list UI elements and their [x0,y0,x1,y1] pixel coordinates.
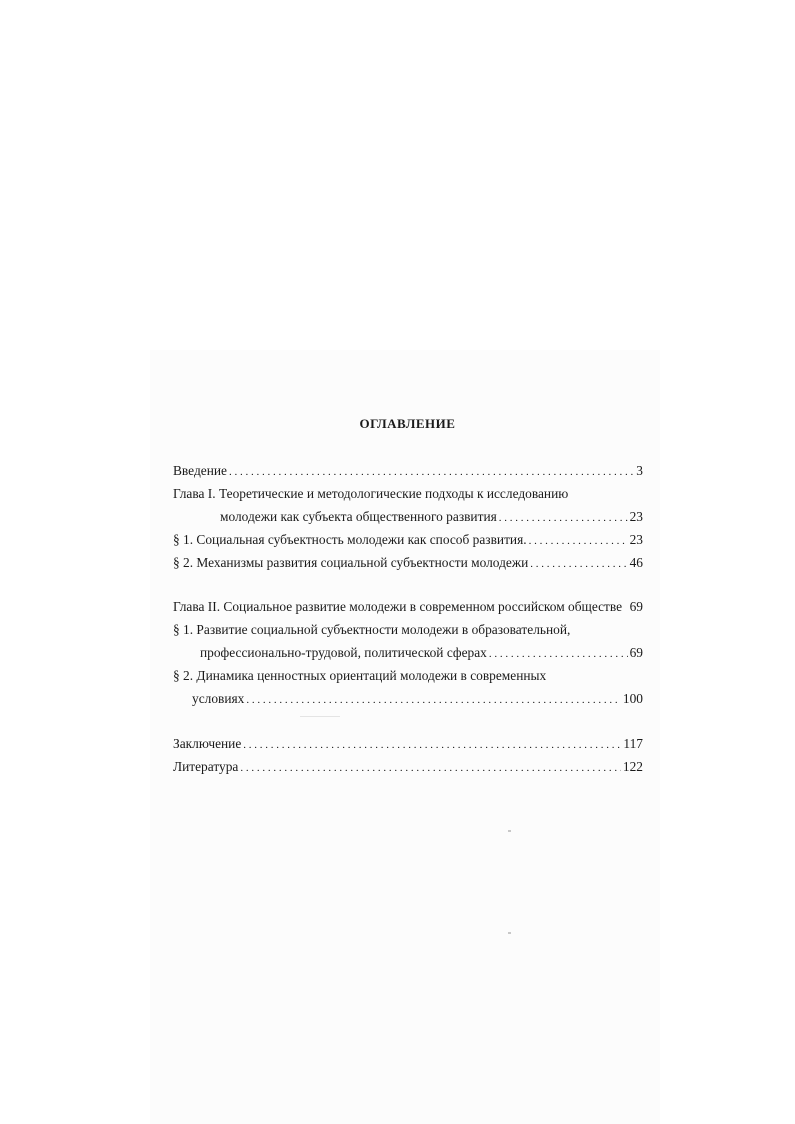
toc-entry-label: Литература [173,759,239,774]
dot-leader [229,464,634,481]
toc-entry-label: условиях [192,691,245,706]
toc-entry-label: § 1. Социальная субъектность молодежи как способ развития. [173,532,527,547]
toc-entry-section-2-2[interactable] [173,667,643,684]
toc-entry-introduction[interactable] [173,462,643,481]
toc-entry-label: § 1. Развитие социальной субъектности молодежи в образовательной, [173,622,571,637]
scan-speck [508,932,511,934]
dot-leader [530,556,627,573]
toc-entry-page: 100 [622,691,643,706]
toc-entry-label: Глава II. Социальное развитие молодежи в современном российском обществе [173,599,623,614]
toc-entry-label: § 2. Механизмы развития социальной субъектности молодежи [173,555,529,570]
toc-entry-page: 3 [636,463,643,478]
toc-entry-label: молодежи как субъекта общественного развития [220,509,497,524]
dot-leader [243,737,621,754]
toc-entry-label: профессионально-трудовой, политической сферах [200,645,487,660]
scan-speck [508,830,511,832]
toc-entry-page: 122 [622,759,643,774]
toc-entry-page: 23 [629,532,643,547]
toc-entry-chapter-1-cont[interactable] [173,508,643,527]
toc-entry-literature[interactable] [173,758,643,777]
toc-entry-label: § 2. Динамика ценностных ориентаций молодежи в современных [173,668,547,683]
toc-entry-section-1-2[interactable] [173,554,643,573]
toc-entry-label: Введение [173,463,227,478]
toc-entry-chapter-1[interactable] [173,485,643,502]
dot-leader [529,533,628,550]
toc-entry-section-2-1-cont[interactable] [173,644,643,663]
toc-entry-label: Глава I. Теоретические и методологические подходы к исследованию [173,486,569,501]
toc-entry-page: 46 [629,555,643,570]
toc-entry-label: Заключение [173,736,242,751]
toc-entry-page: 117 [623,736,643,751]
toc-entry-section-1-1[interactable] [173,531,643,550]
toc-entry-page: 69 [629,645,643,660]
dot-leader [246,692,621,709]
toc-entry-section-2-1[interactable] [173,621,643,638]
page-title: ОГЛАВЛЕНИЕ [359,416,456,431]
toc-entry-section-2-2-cont[interactable] [173,690,643,709]
toc-entry-conclusion[interactable] [173,735,643,754]
dot-leader [489,646,628,663]
toc-entry-page: 23 [629,509,643,524]
toc-entry-page: 69 [629,599,643,614]
scan-speck [300,716,340,717]
dot-leader [499,510,628,527]
dot-leader [240,760,621,777]
toc-entry-chapter-2[interactable] [173,598,643,615]
